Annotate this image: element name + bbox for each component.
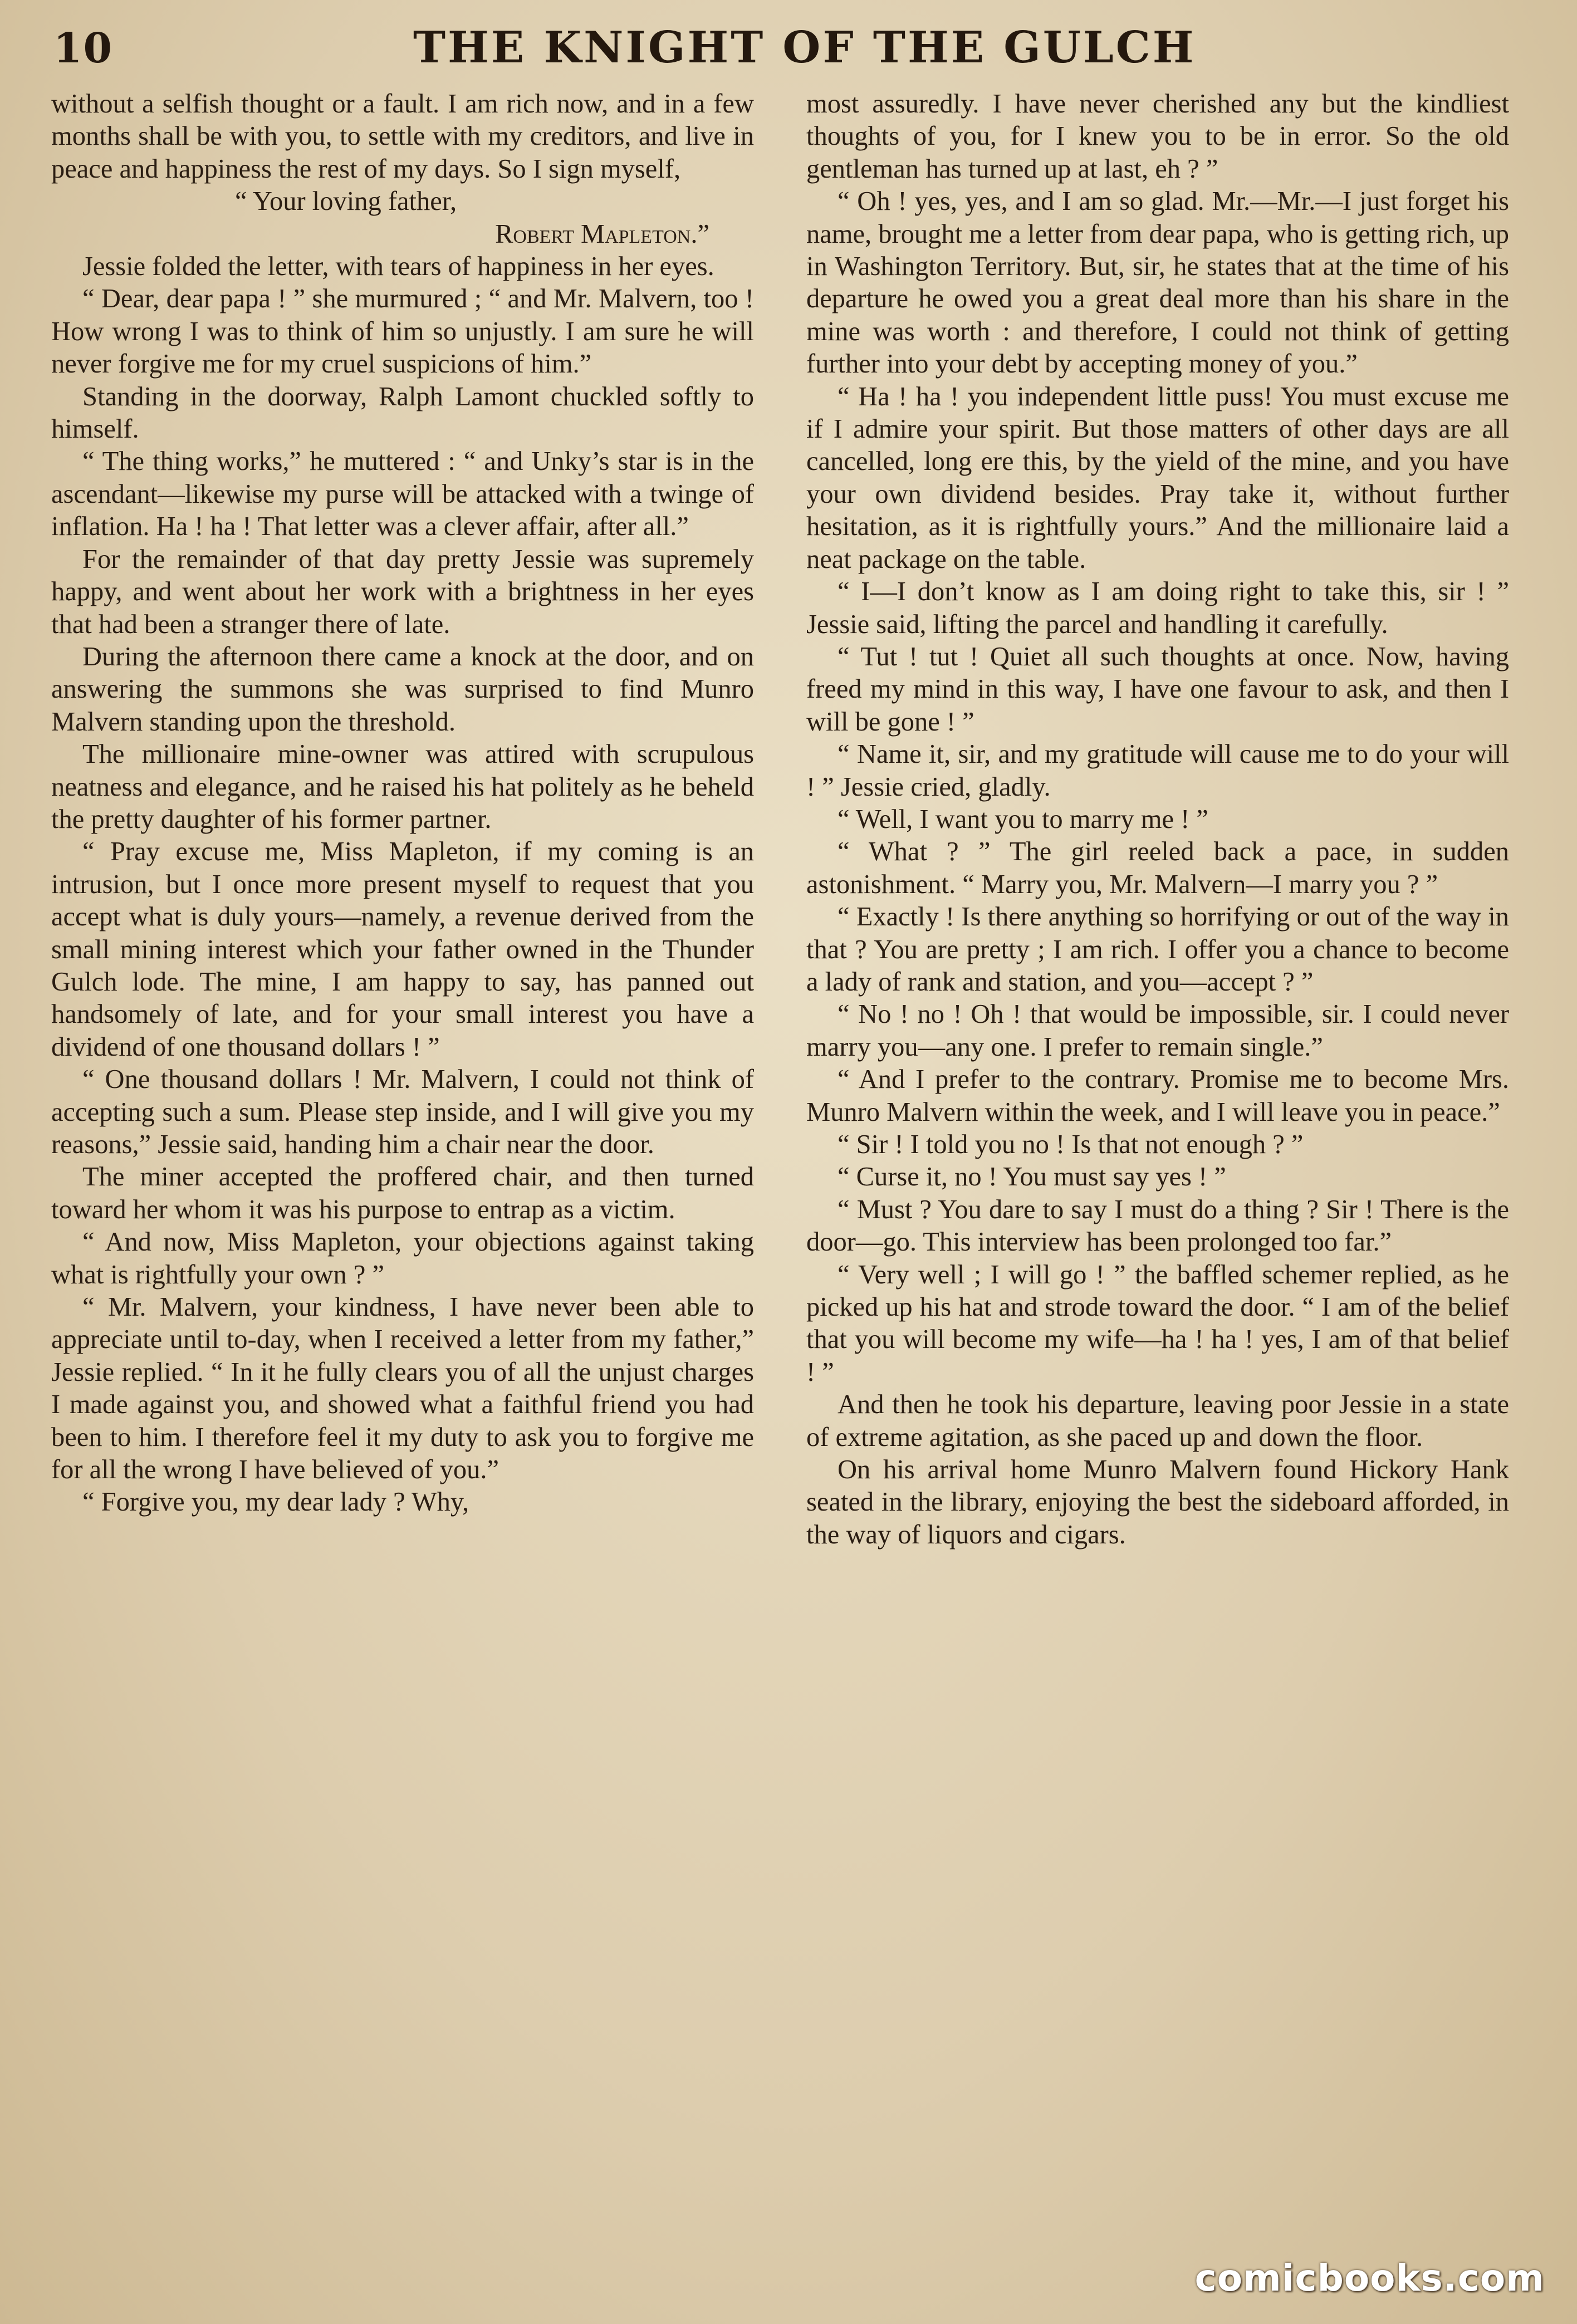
page-number: 10 [53, 24, 113, 72]
paragraph: The millionaire mine-owner was attired with scrupulous neatness and elegance, and he raised his hat politely as he beheld the pretty daughter of his former partner. [51, 739, 754, 834]
letter-signature: Robert Mapleton.” [495, 219, 709, 249]
paragraph: “ Oh ! yes, yes, and I am so glad. Mr.—Mr.—I just forget his name, brought me a letter from dear papa, who is getting rich, up in Washington Territory. But, sir, he states that at the time of his departure he owed you a great deal more than his share in the mine was worth : and therefore, I could not think of getting further into your debt by accepting money of you.” [806, 187, 1509, 379]
paragraph: “ Name it, sir, and my gratitude will cause me to do your will ! ” Jessie cried, gladly. [806, 739, 1509, 802]
paragraph: “ Curse it, no ! You must say yes ! ” [838, 1162, 1226, 1192]
letter-closing: “ Your loving father, [235, 187, 457, 217]
paragraph: During the afternoon there came a knock at the door, and on answering the summons she was surprised to find Munro Malvern standing upon the threshold. [51, 641, 754, 737]
paragraph: “ One thousand dollars ! Mr. Malvern, I could not think of accepting such a sum. Please step inside, and I will give you my reasons,” Jessie said, handing him a chair near the door. [51, 1065, 754, 1159]
paragraph: “ Must ? You dare to say I must do a thing ? Sir ! There is the door—go. This interview has been prolonged too far.” [806, 1194, 1509, 1257]
paragraph: “ Exactly ! Is there anything so horrifying or out of the way in that ? You are pretty ; I am rich. I offer you a chance to become a lady of rank and station, and you—accept ? ” [806, 902, 1509, 997]
paragraph: Jessie folded the letter, with tears of happiness in her eyes. [82, 252, 714, 282]
paragraph: “ I—I don’t know as I am doing right to take this, sir ! ” Jessie said, lifting the parcel and handling it carefully. [806, 577, 1509, 639]
watermark: comicbooks.com [1194, 2257, 1545, 2300]
paragraph: “ Forgive you, my dear lady ? Why, [82, 1487, 469, 1517]
paragraph: Standing in the doorway, Ralph Lamont chuckled softly to himself. [51, 381, 754, 444]
running-title: THE KNIGHT OF THE GULCH [413, 22, 1196, 73]
paragraph: “ Sir ! I told you no ! Is that not enough ? ” [838, 1130, 1304, 1159]
paragraph: without a selfish thought or a fault. I am rich now, and in a few months shall be with you, to settle with my creditors, and live in peace and happiness the rest of my days. So I sign myself, [51, 89, 754, 184]
paragraph: “ And now, Miss Mapleton, your objections against taking what is rightfully your own ? ” [51, 1227, 754, 1290]
paragraph: “ Pray excuse me, Miss Mapleton, if my coming is an intrusion, but I once more present myself to request that you accept what is duly yours—namely, a revenue derived from the small mining interest which your father owned in the Thunder Gulch lode. The mine, I am happy to say, has panned out handsomely of late, and for your small interest you have a dividend of one thousand dollars ! ” [51, 837, 754, 1062]
paragraph: On his arrival home Munro Malvern found Hickory Hank seated in the library, enjoying the best the sideboard afforded, in the way of liquors and cigars. [806, 1455, 1509, 1550]
paragraph: “ Well, I want you to marry me ! ” [838, 804, 1208, 834]
paragraph: “ No ! no ! Oh ! that would be impossible, sir. I could never marry you—any one. I prefer to remain single.” [806, 999, 1509, 1062]
paragraph: “ What ? ” The girl reeled back a pace, in sudden astonishment. “ Marry you, Mr. Malvern—I marry you ? ” [806, 837, 1509, 899]
paragraph: For the remainder of that day pretty Jessie was supremely happy, and went about her work with a brightness in her eyes that had been a stranger there of late. [51, 544, 754, 639]
paragraph: most assuredly. I have never cherished any but the kindliest thoughts of you, for I knew you to be in error. So the old gentleman has turned up at last, eh ? ” [806, 89, 1509, 184]
right-column [806, 88, 1509, 1551]
paragraph: “ Mr. Malvern, your kindness, I have never been able to appreciate until to-day, when I received a letter from my father,” Jessie replied. “ In it he fully clears you of all the unjust charges I made against you, and showed what a faithful friend you had been to him. I therefore feel it my duty to ask you to forgive me for all the wrong I have believed of you.” [51, 1292, 754, 1485]
page-header [0, 17, 1577, 78]
paragraph: “ Ha ! ha ! you independent little puss! You must excuse me if I admire your spirit. But those matters of other days are all cancelled, long ere this, by the yield of the mine, and you have your own dividend besides. Pray take it, without further hesitation, as it is rightfully yours.” And the millionaire laid a neat package on the table. [806, 381, 1509, 574]
paragraph: “ Very well ; I will go ! ” the baffled schemer replied, as he picked up his hat and strode toward the door. “ I am of the belief that you will become my wife—ha ! ha ! yes, I am of that belief ! ” [806, 1259, 1509, 1387]
paragraph: “ Dear, dear papa ! ” she murmured ; “ and Mr. Malvern, too ! How wrong I was to think of him so unjustly. I am sure he will never forgive me for my cruel suspicions of him.” [51, 284, 754, 379]
paragraph: “ And I prefer to the contrary. Promise me to become Mrs. Munro Malvern within the week, and I will leave you in peace.” [806, 1065, 1509, 1127]
paragraph: “ The thing works,” he muttered : “ and Unky’s star is in the ascendant—likewise my purse will be attacked with a twinge of inflation. Ha ! ha ! That letter was a clever affair, after all.” [51, 447, 754, 542]
paragraph: The miner accepted the proffered chair, and then turned toward her whom it was his purpose to entrap as a victim. [51, 1162, 754, 1224]
left-column [51, 88, 754, 1519]
paragraph: And then he took his departure, leaving poor Jessie in a state of extreme agitation, as she paced up and down the floor. [806, 1390, 1509, 1452]
paragraph: “ Tut ! tut ! Quiet all such thoughts at once. Now, having freed my mind in this way, I have one favour to ask, and then I will be gone ! ” [806, 641, 1509, 737]
